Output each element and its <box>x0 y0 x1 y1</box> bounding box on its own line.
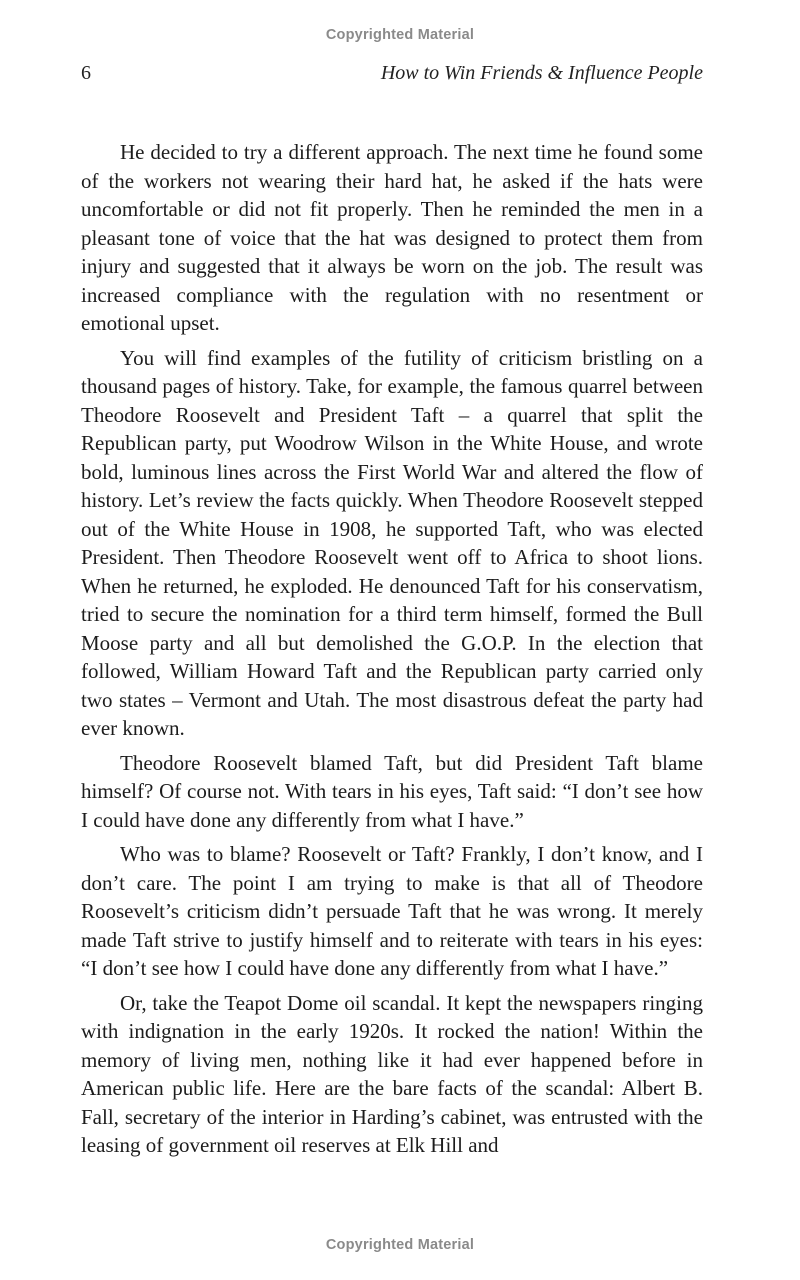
paragraph-4: Who was to blame? Roosevelt or Taft? Frankly, I don’t know, and I don’t care. The point I am trying to make is that all of Theodore Roosevelt’s criticism didn’t persuade Taft that he was wrong. It merely made Taft strive to justify himself and to reiterate with tears in his eyes: “I don’t see how I could have done any differently from what I have.” <box>81 842 703 980</box>
page-number: 6 <box>81 62 91 84</box>
copyright-watermark-bottom: Copyrighted Material <box>325 1237 475 1253</box>
copyright-watermark-top: Copyrighted Material <box>325 27 475 43</box>
paragraph-2: You will find examples of the futility of criticism bristling on a thousand pages of history. Take, for example, the famous quarrel between Theodore Roosevelt and President Taft – a quarrel that split the Republican party, put Woodrow Wilson in the White House, and wrote bold, luminous lines across the First World War and altered the flow of history. Let’s review the facts quickly. When Theodore Roosevelt stepped out of the White House in 1908, he supported Taft, who was elected President. Then Theodore Roosevelt went off to Africa to shoot lions. When he returned, he exploded. He denounced Taft for his conservatism, tried to secure the nomination for a third term himself, formed the Bull Moose party and all but demolished the G.O.P. In the election that followed, William Howard Taft and the Republican party carried only two states – Vermont and Utah. The most disastrous defeat the party had ever known. <box>81 345 703 740</box>
running-header <box>81 62 703 92</box>
paragraph-3: Theodore Roosevelt blamed Taft, but did President Taft blame himself? Of course not. With tears in his eyes, Taft said: “I don’t see how I could have done any differently from what I have.” <box>81 750 703 832</box>
paragraph-1: He decided to try a different approach. The next time he found some of the workers not wearing their hard hat, he asked if the hats were uncomfortable or did not fit properly. Then he reminded the men in a pleasant tone of voice that the hat was designed to protect them from injury and suggested that it always be worn on the job. The result was increased compliance with the regulation with no resentment or emotional upset. <box>81 140 703 335</box>
page-body <box>81 138 703 1166</box>
book-title: How to Win Friends & Influence People <box>380 62 703 84</box>
paragraph-5: Or, take the Teapot Dome oil scandal. It kept the newspapers ringing with indignation in the early 1920s. It rocked the nation! Within the memory of living men, nothing like it had ever happened before in American public life. Here are the bare facts of the scandal: Albert B. Fall, secretary of the interior in Harding’s cabinet, was entrusted with the leasing of government oil reserves at Elk Hill and <box>81 990 703 1157</box>
